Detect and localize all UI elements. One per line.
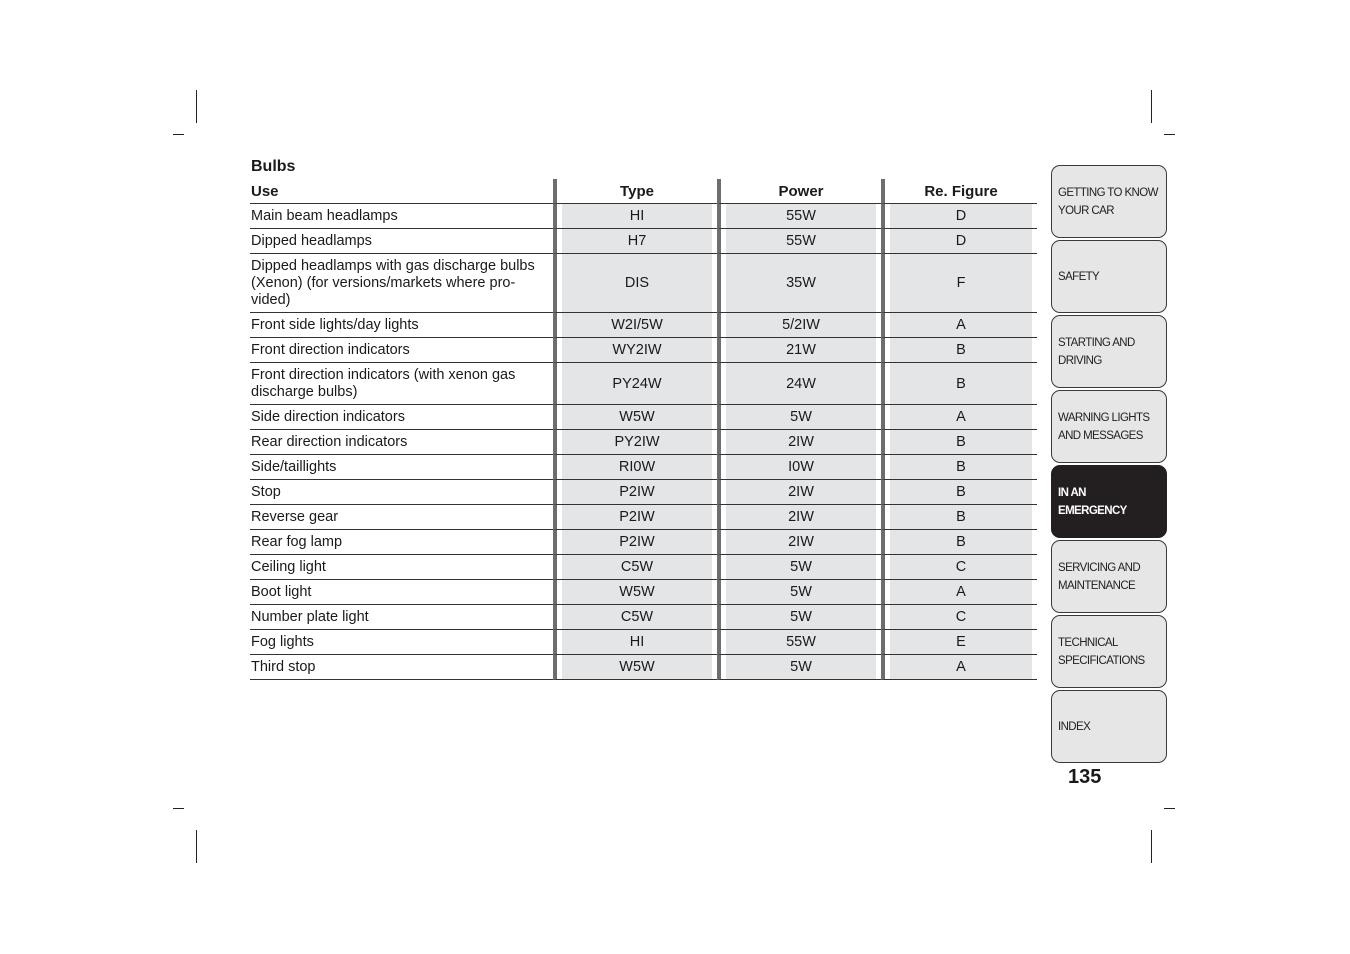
cell-figure-value: B [890,338,1032,362]
cell-power-value: 55W [726,204,876,228]
cell-use: Side direction indicators [250,405,553,430]
cell-use: Front direction indicators (with xenon gas discharge bulbs) [250,363,553,405]
table-row [250,580,1037,605]
cell-use: Reverse gear [250,505,553,530]
cell-use: Side/taillights [250,455,553,480]
page-number: 135 [1068,766,1102,788]
cell-power-value: 2IW [726,505,876,529]
cell-power-value: 5W [726,655,876,679]
tab-label [1058,718,1090,736]
cell-figure [881,580,1037,605]
table-row [250,254,1037,313]
tab-label-line2: MAINTENANCE [1058,579,1136,592]
table-row [250,630,1037,655]
cell-type-value: PY24W [562,363,712,404]
cell-power-value: 35W [726,254,876,312]
tab-label-line1: GETTING TO KNOW [1058,186,1158,199]
tab-label-line2: SPECIFICATIONS [1058,654,1145,667]
tab-label-line2: AND MESSAGES [1058,429,1143,442]
cell-power [717,655,881,680]
bulbs-table [250,179,1037,680]
cell-figure [881,480,1037,505]
tab-label-line1: IN AN [1058,486,1086,499]
cell-type [553,530,717,555]
tab-label [1058,409,1149,445]
cell-figure-value: A [890,405,1032,429]
cell-type-value: HI [562,630,712,654]
cell-figure [881,505,1037,530]
table-row [250,455,1037,480]
cell-power [717,430,881,455]
cell-use: Ceiling light [250,555,553,580]
tab-label-line1: TECHNICAL [1058,636,1118,649]
cell-figure-value: B [890,430,1032,454]
cell-power [717,254,881,313]
cell-type-value: C5W [562,605,712,629]
table-row [250,655,1037,680]
cell-type [553,229,717,254]
tab-servicing-and-maintenance[interactable] [1051,540,1167,613]
cell-figure-value: C [890,555,1032,579]
cell-power-value: 2IW [726,480,876,504]
tab-safety[interactable] [1051,240,1167,313]
cell-type [553,254,717,313]
table-row [250,229,1037,254]
cell-power [717,480,881,505]
cell-type-value: C5W [562,555,712,579]
table-row [250,405,1037,430]
crop-mark [173,808,184,809]
cell-use: Rear direction indicators [250,430,553,455]
cell-figure [881,655,1037,680]
tab-label [1058,184,1158,220]
cell-power-value: 55W [726,229,876,253]
cell-figure-value: A [890,655,1032,679]
crop-mark [1164,808,1175,809]
cell-type-value: WY2IW [562,338,712,362]
cell-figure [881,338,1037,363]
cell-type [553,555,717,580]
cell-figure [881,605,1037,630]
cell-power-value: 24W [726,363,876,404]
cell-type [553,405,717,430]
cell-figure-value: B [890,505,1032,529]
crop-mark [196,830,197,863]
table-row [250,555,1037,580]
cell-power-value: 5W [726,555,876,579]
tab-index[interactable] [1051,690,1167,763]
cell-figure-value: A [890,313,1032,337]
header-figure: Re. Figure [881,179,1037,204]
tab-warning-lights-and-messages[interactable] [1051,390,1167,463]
crop-mark [1164,134,1175,135]
cell-type [553,605,717,630]
cell-type [553,630,717,655]
crop-mark [1151,90,1152,123]
cell-use: Front side lights/day lights [250,313,553,338]
cell-power [717,605,881,630]
cell-figure [881,363,1037,405]
tab-label-line1: STARTING AND [1058,336,1135,349]
tab-label [1058,559,1140,595]
table-row [250,313,1037,338]
cell-power-value: 55W [726,630,876,654]
cell-type-value: P2IW [562,505,712,529]
cell-figure [881,313,1037,338]
cell-type-value: W5W [562,655,712,679]
cell-use: Stop [250,480,553,505]
table-row [250,505,1037,530]
cell-figure [881,530,1037,555]
cell-power-value: 5W [726,605,876,629]
cell-figure [881,204,1037,229]
cell-figure [881,430,1037,455]
table-row [250,363,1037,405]
cell-type [553,655,717,680]
cell-figure-value: B [890,530,1032,554]
cell-power [717,363,881,405]
cell-figure-value: B [890,480,1032,504]
tab-label-line2: DRIVING [1058,354,1102,367]
cell-power [717,505,881,530]
tab-getting-to-know-your-car[interactable] [1051,165,1167,238]
cell-type-value: W5W [562,580,712,604]
cell-type-value: W5W [562,405,712,429]
cell-type [553,580,717,605]
tab-label-line1: SAFETY [1058,270,1100,283]
table-row [250,430,1037,455]
tab-label-line1: INDEX [1058,720,1091,733]
cell-power [717,555,881,580]
cell-figure-value: C [890,605,1032,629]
tab-label-line1: SERVICING AND [1058,561,1141,574]
cell-power [717,405,881,430]
crop-mark [1151,830,1152,863]
tab-label [1058,634,1145,670]
cell-power [717,338,881,363]
cell-figure-value: B [890,455,1032,479]
cell-power [717,455,881,480]
cell-figure-value: E [890,630,1032,654]
cell-figure-value: D [890,204,1032,228]
cell-power-value: 5/2IW [726,313,876,337]
tab-label [1058,268,1099,286]
table-row [250,480,1037,505]
cell-figure [881,630,1037,655]
cell-use: Number plate light [250,605,553,630]
cell-type [553,480,717,505]
cell-type-value: W2I/5W [562,313,712,337]
cell-power-value: I0W [726,455,876,479]
cell-use: Main beam headlamps [250,204,553,229]
cell-type [553,363,717,405]
cell-figure [881,555,1037,580]
cell-power [717,313,881,338]
tab-starting-and-driving[interactable] [1051,315,1167,388]
cell-type [553,313,717,338]
tab-label-line1: WARNING LIGHTS [1058,411,1150,424]
cell-type-value: H7 [562,229,712,253]
cell-power [717,630,881,655]
table-header-row [250,179,1037,204]
cell-figure [881,455,1037,480]
cell-use: Rear fog lamp [250,530,553,555]
cell-type-value: HI [562,204,712,228]
tab-label-line2: EMERGENCY [1058,504,1127,517]
header-power: Power [717,179,881,204]
cell-type-value: P2IW [562,480,712,504]
cell-type [553,430,717,455]
header-use: Use [250,179,553,204]
cell-power [717,204,881,229]
cell-power [717,580,881,605]
cell-type [553,505,717,530]
crop-mark [173,134,184,135]
crop-mark [196,90,197,123]
tab-label-line2: YOUR CAR [1058,204,1114,217]
cell-figure-value: B [890,363,1032,404]
cell-power-value: 5W [726,580,876,604]
cell-figure-value: D [890,229,1032,253]
cell-type-value: RI0W [562,455,712,479]
tab-technical-specifications[interactable] [1051,615,1167,688]
cell-type-value: P2IW [562,530,712,554]
cell-power-value: 2IW [726,530,876,554]
cell-type [553,204,717,229]
table-row [250,530,1037,555]
cell-type-value: PY2IW [562,430,712,454]
cell-figure [881,405,1037,430]
cell-power-value: 21W [726,338,876,362]
cell-type [553,455,717,480]
cell-use: Dipped headlamps [250,229,553,254]
cell-use: Dipped headlamps with gas discharge bulbs (Xenon) (for versions/markets where pro-vided) [250,254,553,313]
cell-power-value: 2IW [726,430,876,454]
header-type: Type [553,179,717,204]
table-row [250,605,1037,630]
cell-power [717,530,881,555]
cell-figure [881,254,1037,313]
cell-use: Front direction indicators [250,338,553,363]
table-row [250,204,1037,229]
cell-power-value: 5W [726,405,876,429]
cell-use: Boot light [250,580,553,605]
cell-type-value: DIS [562,254,712,312]
cell-figure [881,229,1037,254]
tab-label [1058,484,1127,520]
cell-figure-value: F [890,254,1032,312]
tab-label [1058,334,1135,370]
tab-in-an-emergency[interactable] [1051,465,1167,538]
table-row [250,338,1037,363]
cell-figure-value: A [890,580,1032,604]
cell-power [717,229,881,254]
section-title: Bulbs [251,158,296,175]
cell-use: Fog lights [250,630,553,655]
cell-use: Third stop [250,655,553,680]
cell-type [553,338,717,363]
